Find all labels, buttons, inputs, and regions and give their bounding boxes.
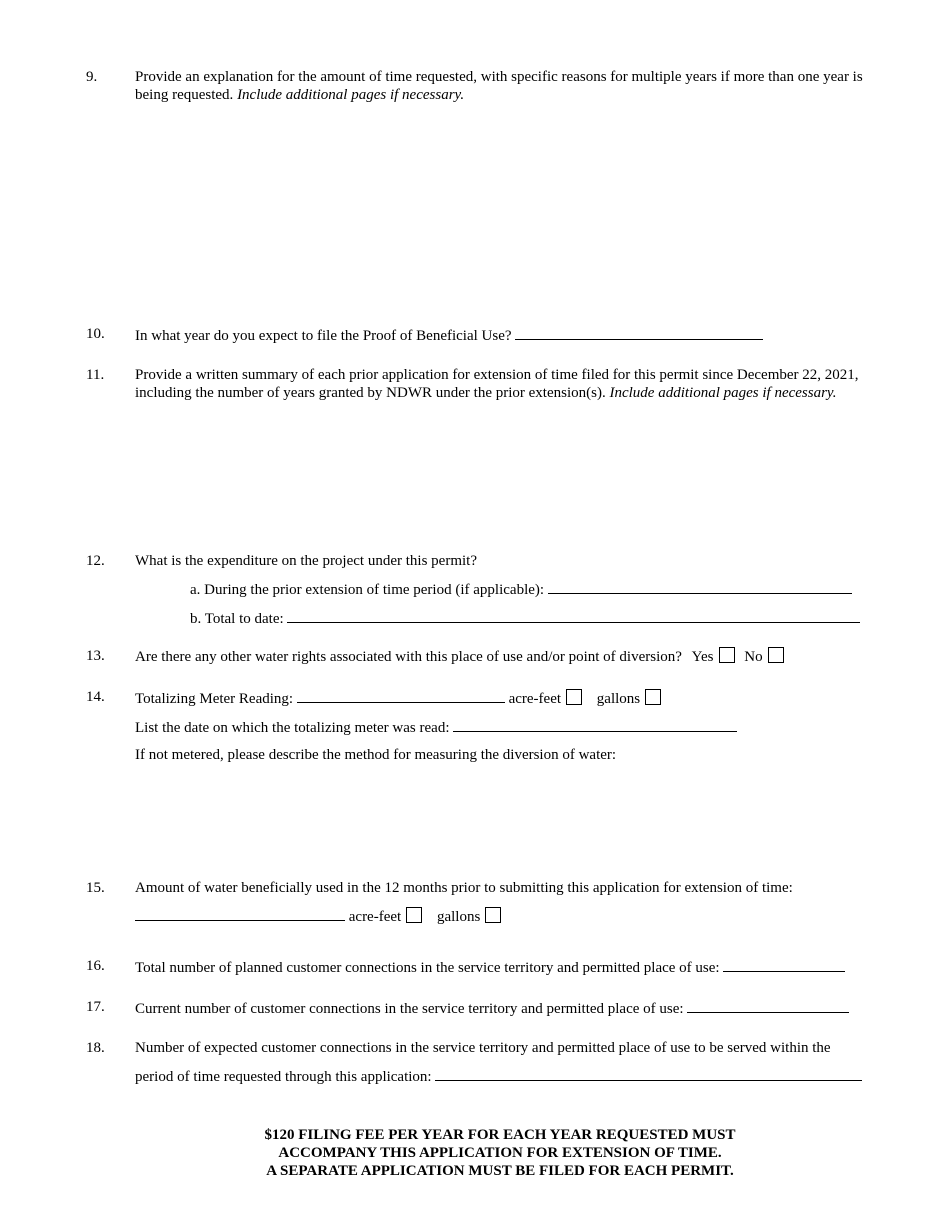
gallons-label: gallons [436,909,481,925]
total-expenditure-field[interactable] [287,608,860,623]
question-text: Provide a written summary of each prior application for extension of time filed for this permit since December 22, 2021, including the number of years granted by NDWR under the prior extension(s). [135,367,859,401]
question-number: 13. [86,648,105,664]
acre-feet-label: acre-feet [348,909,402,925]
planned-connections-field[interactable] [723,957,845,972]
question-number: 10. [86,326,105,342]
prior-extension-expenditure-field[interactable] [548,579,852,594]
acre-feet-checkbox[interactable] [406,907,422,923]
fee-notice-line-2: ACCOMPANY THIS APPLICATION FOR EXTENSION OF TIME. [278,1145,722,1161]
meter-reading-label: Totalizing Meter Reading: [135,691,294,707]
question-11 [86,366,880,402]
question-text: Are there any other water rights associated with this place of use and/or point of diversion? [135,649,682,665]
question-text: Number of expected customer connections in the service territory and permitted place of use to be served within the [135,1040,831,1056]
question-number: 16. [86,958,105,974]
question-17 [86,998,880,1018]
question-14 [86,688,880,764]
q9-answer-area[interactable] [135,110,880,310]
question-text: What is the expenditure on the project under this permit? [135,553,477,569]
question-number: 18. [86,1040,105,1056]
acre-feet-label: acre-feet [508,691,562,707]
prior-extension-expenditure-label: a. During the prior extension of time period (if applicable): [190,582,545,598]
meter-date-label: List the date on which the totalizing meter was read: [135,720,450,736]
question-number: 11. [86,367,105,383]
total-expenditure-label: b. Total to date: [190,611,284,627]
question-18 [86,1039,880,1086]
question-text: Total number of planned customer connections in the service territory and permitted place of use: [135,960,720,976]
question-15 [86,879,880,926]
yes-checkbox[interactable] [719,647,735,663]
question-number: 12. [86,553,105,569]
question-text: Provide an explanation for the amount of time requested, with specific reasons for multiple years if more than one year is being requested. [135,69,863,103]
no-label: No [744,649,763,665]
question-12 [86,552,880,628]
current-connections-field[interactable] [687,998,849,1013]
gallons-checkbox[interactable] [645,689,661,705]
question-number: 15. [86,880,105,896]
question-text: Current number of customer connections in the service territory and permitted place of use: [135,1001,684,1017]
question-text-continued: period of time requested through this application: [135,1069,432,1085]
meter-reading-field[interactable] [297,688,505,703]
question-13 [86,647,880,666]
fee-notice-line-1: $120 FILING FEE PER YEAR FOR EACH YEAR REQUESTED MUST [264,1127,736,1143]
additional-pages-note: Include additional pages if necessary. [237,87,465,103]
q14-method-answer-area[interactable] [135,765,880,870]
q11-answer-area[interactable] [135,408,880,543]
gallons-label: gallons [596,691,641,707]
question-10 [86,325,880,345]
question-number: 9. [86,69,98,85]
additional-pages-note: Include additional pages if necessary. [609,385,837,401]
proof-year-field[interactable] [515,325,763,340]
not-metered-label: If not metered, please describe the method for measuring the diversion of water: [135,747,617,763]
acre-feet-checkbox[interactable] [566,689,582,705]
meter-date-field[interactable] [453,717,737,732]
question-number: 17. [86,999,105,1015]
question-text: In what year do you expect to file the Proof of Beneficial Use? [135,328,512,344]
expected-connections-field[interactable] [435,1066,862,1081]
filing-fee-notice [0,1126,950,1180]
question-16 [86,957,880,977]
question-number: 14. [86,689,105,705]
yes-label: Yes [691,649,714,665]
no-checkbox[interactable] [768,647,784,663]
question-9 [86,68,880,104]
question-text: Amount of water beneficially used in the 12 months prior to submitting this application for extension of time: [135,880,793,896]
gallons-checkbox[interactable] [485,907,501,923]
water-used-field[interactable] [135,906,345,921]
fee-notice-line-3: A SEPARATE APPLICATION MUST BE FILED FOR EACH PERMIT. [266,1163,734,1179]
